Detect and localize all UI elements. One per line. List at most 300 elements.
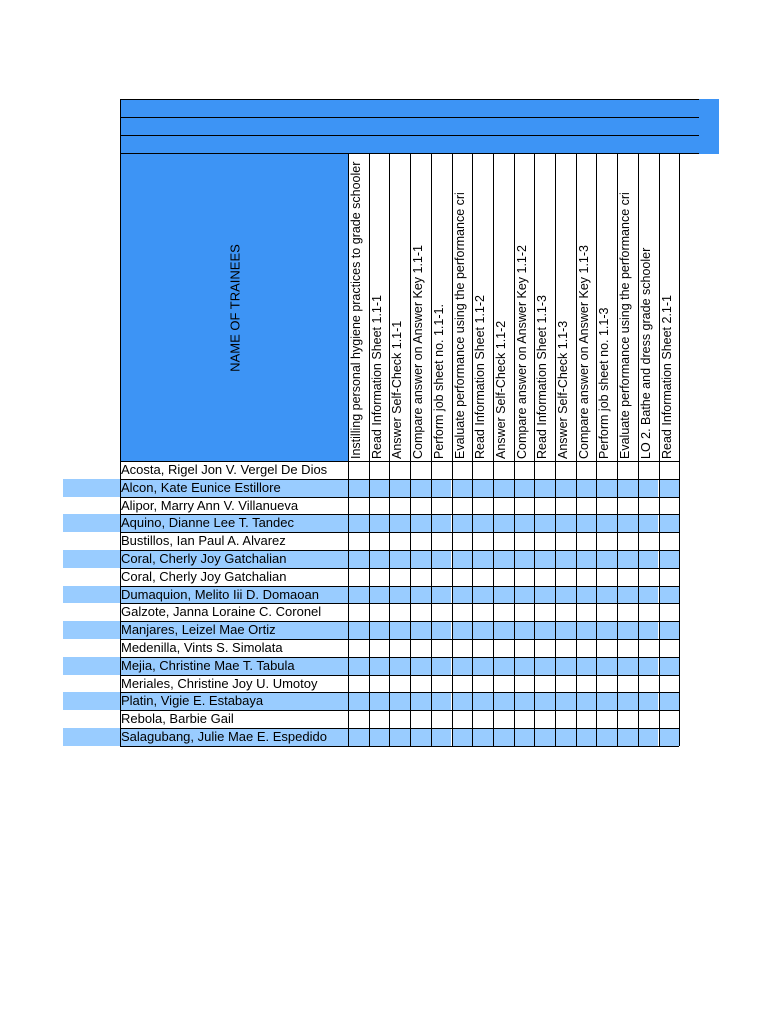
table-cell[interactable] bbox=[472, 586, 493, 604]
table-cell[interactable] bbox=[638, 497, 659, 515]
table-cell[interactable] bbox=[596, 479, 617, 497]
table-cell[interactable] bbox=[431, 479, 452, 497]
table-cell[interactable] bbox=[534, 550, 555, 568]
table-cell[interactable] bbox=[472, 497, 493, 515]
table-cell[interactable] bbox=[410, 675, 431, 693]
table-cell[interactable] bbox=[369, 479, 390, 497]
table-cell[interactable] bbox=[576, 710, 597, 728]
table-cell[interactable] bbox=[348, 550, 369, 568]
table-cell[interactable] bbox=[576, 461, 597, 479]
table-cell[interactable] bbox=[369, 461, 390, 479]
table-cell[interactable] bbox=[555, 692, 576, 710]
grid-hline bbox=[120, 514, 679, 515]
table-cell[interactable] bbox=[389, 479, 410, 497]
table-cell[interactable] bbox=[493, 461, 514, 479]
table-cell[interactable] bbox=[389, 710, 410, 728]
table-cell[interactable] bbox=[452, 692, 473, 710]
table-cell[interactable] bbox=[452, 657, 473, 675]
table-cell[interactable] bbox=[534, 657, 555, 675]
table-cell[interactable] bbox=[659, 550, 680, 568]
table-cell[interactable] bbox=[659, 497, 680, 515]
table-cell[interactable] bbox=[514, 550, 535, 568]
table-cell[interactable] bbox=[410, 461, 431, 479]
table-cell[interactable] bbox=[617, 692, 638, 710]
trainee-name: Dumaquion, Melito Iii D. Domaoan bbox=[120, 586, 348, 604]
table-cell[interactable] bbox=[617, 550, 638, 568]
table-cell[interactable] bbox=[534, 675, 555, 693]
table-cell[interactable] bbox=[638, 479, 659, 497]
table-cell[interactable] bbox=[431, 550, 452, 568]
table-row bbox=[0, 603, 679, 621]
row-stub bbox=[63, 675, 120, 693]
table-row bbox=[0, 657, 679, 675]
table-cell[interactable] bbox=[452, 675, 473, 693]
table-cell[interactable] bbox=[617, 728, 638, 746]
table-cell[interactable] bbox=[493, 568, 514, 586]
table-cell[interactable] bbox=[472, 657, 493, 675]
table-cell[interactable] bbox=[431, 639, 452, 657]
table-cell[interactable] bbox=[431, 728, 452, 746]
table-cell[interactable] bbox=[389, 568, 410, 586]
table-cell[interactable] bbox=[596, 514, 617, 532]
table-cell[interactable] bbox=[514, 675, 535, 693]
table-cell[interactable] bbox=[369, 603, 390, 621]
table-cell[interactable] bbox=[617, 710, 638, 728]
table-cell[interactable] bbox=[493, 639, 514, 657]
table-cell[interactable] bbox=[638, 692, 659, 710]
column-header-label: Compare answer on Answer Key 1.1-3 bbox=[576, 245, 591, 459]
table-cell[interactable] bbox=[493, 621, 514, 639]
table-row bbox=[0, 710, 679, 728]
table-cell[interactable] bbox=[452, 639, 473, 657]
table-cell[interactable] bbox=[369, 675, 390, 693]
table-cell[interactable] bbox=[638, 568, 659, 586]
table-cell[interactable] bbox=[431, 657, 452, 675]
table-cell[interactable] bbox=[348, 710, 369, 728]
table-cell[interactable] bbox=[596, 603, 617, 621]
table-cell[interactable] bbox=[472, 710, 493, 728]
table-cell[interactable] bbox=[576, 514, 597, 532]
table-cell[interactable] bbox=[348, 639, 369, 657]
table-cell[interactable] bbox=[493, 514, 514, 532]
table-cell[interactable] bbox=[369, 514, 390, 532]
table-row bbox=[0, 675, 679, 693]
table-cell[interactable] bbox=[493, 586, 514, 604]
table-cell[interactable] bbox=[596, 497, 617, 515]
table-cell[interactable] bbox=[638, 621, 659, 639]
table-cell[interactable] bbox=[369, 621, 390, 639]
table-cell[interactable] bbox=[348, 514, 369, 532]
trainee-name: Manjares, Leizel Mae Ortiz bbox=[120, 621, 348, 639]
grid-hline bbox=[120, 639, 679, 640]
table-cell[interactable] bbox=[659, 639, 680, 657]
grid-hline bbox=[120, 675, 679, 676]
table-cell[interactable] bbox=[638, 514, 659, 532]
table-cell[interactable] bbox=[410, 728, 431, 746]
table-cell[interactable] bbox=[410, 639, 431, 657]
table-cell[interactable] bbox=[617, 568, 638, 586]
table-cell[interactable] bbox=[576, 550, 597, 568]
table-cell[interactable] bbox=[369, 497, 390, 515]
table-cell[interactable] bbox=[389, 532, 410, 550]
table-cell[interactable] bbox=[638, 675, 659, 693]
table-cell[interactable] bbox=[369, 728, 390, 746]
table-cell[interactable] bbox=[514, 586, 535, 604]
table-cell[interactable] bbox=[617, 657, 638, 675]
table-cell[interactable] bbox=[617, 621, 638, 639]
table-cell[interactable] bbox=[596, 621, 617, 639]
table-cell[interactable] bbox=[369, 532, 390, 550]
table-cell[interactable] bbox=[555, 550, 576, 568]
table-cell[interactable] bbox=[638, 639, 659, 657]
column-header bbox=[576, 154, 597, 461]
table-cell[interactable] bbox=[431, 692, 452, 710]
column-header-label: Answer Self-Check 1.1-2 bbox=[493, 320, 508, 459]
table-cell[interactable] bbox=[555, 710, 576, 728]
table-cell[interactable] bbox=[659, 479, 680, 497]
table-cell[interactable] bbox=[472, 675, 493, 693]
name-column-header bbox=[120, 154, 348, 461]
column-header-label: Perform job sheet no. 1.1-3 bbox=[597, 307, 612, 459]
table-cell[interactable] bbox=[659, 692, 680, 710]
grid-hline bbox=[120, 461, 679, 462]
table-cell[interactable] bbox=[493, 497, 514, 515]
table-cell[interactable] bbox=[638, 710, 659, 728]
table-cell[interactable] bbox=[596, 639, 617, 657]
table-cell[interactable] bbox=[514, 621, 535, 639]
column-header bbox=[431, 154, 452, 461]
table-cell[interactable] bbox=[472, 479, 493, 497]
table-cell[interactable] bbox=[472, 568, 493, 586]
table-cell[interactable] bbox=[389, 657, 410, 675]
row-stub bbox=[63, 532, 120, 550]
table-cell[interactable] bbox=[555, 657, 576, 675]
column-header-label: Instilling personal hygiene practices to grade schooler bbox=[349, 161, 363, 459]
table-cell[interactable] bbox=[514, 461, 535, 479]
table-cell[interactable] bbox=[555, 621, 576, 639]
table-cell[interactable] bbox=[596, 657, 617, 675]
table-cell[interactable] bbox=[410, 514, 431, 532]
table-cell[interactable] bbox=[596, 692, 617, 710]
table-cell[interactable] bbox=[659, 568, 680, 586]
table-cell[interactable] bbox=[534, 568, 555, 586]
table-cell[interactable] bbox=[431, 532, 452, 550]
table-cell[interactable] bbox=[576, 657, 597, 675]
table-cell[interactable] bbox=[493, 532, 514, 550]
table-cell[interactable] bbox=[514, 568, 535, 586]
column-header bbox=[410, 154, 431, 461]
table-row bbox=[0, 586, 679, 604]
table-cell[interactable] bbox=[389, 603, 410, 621]
table-cell[interactable] bbox=[472, 532, 493, 550]
table-cell[interactable] bbox=[534, 586, 555, 604]
table-cell[interactable] bbox=[617, 603, 638, 621]
table-cell[interactable] bbox=[410, 710, 431, 728]
table-cell[interactable] bbox=[576, 497, 597, 515]
table-cell[interactable] bbox=[369, 550, 390, 568]
table-cell[interactable] bbox=[369, 710, 390, 728]
table-cell[interactable] bbox=[514, 514, 535, 532]
table-cell[interactable] bbox=[659, 621, 680, 639]
table-cell[interactable] bbox=[472, 550, 493, 568]
table-cell[interactable] bbox=[493, 675, 514, 693]
table-cell[interactable] bbox=[389, 675, 410, 693]
table-cell[interactable] bbox=[659, 514, 680, 532]
header-band bbox=[120, 99, 719, 154]
table-cell[interactable] bbox=[555, 675, 576, 693]
table-cell[interactable] bbox=[659, 532, 680, 550]
table-cell[interactable] bbox=[389, 621, 410, 639]
table-cell[interactable] bbox=[534, 639, 555, 657]
table-cell[interactable] bbox=[410, 621, 431, 639]
table-cell[interactable] bbox=[555, 479, 576, 497]
table-cell[interactable] bbox=[369, 586, 390, 604]
table-cell[interactable] bbox=[410, 692, 431, 710]
table-cell[interactable] bbox=[514, 497, 535, 515]
table-cell[interactable] bbox=[348, 461, 369, 479]
table-cell[interactable] bbox=[410, 497, 431, 515]
table-cell[interactable] bbox=[431, 586, 452, 604]
table-cell[interactable] bbox=[596, 675, 617, 693]
grid-hline bbox=[120, 568, 679, 569]
table-cell[interactable] bbox=[596, 550, 617, 568]
table-cell[interactable] bbox=[617, 532, 638, 550]
table-cell[interactable] bbox=[431, 603, 452, 621]
table-cell[interactable] bbox=[452, 728, 473, 746]
column-header bbox=[514, 154, 535, 461]
table-cell[interactable] bbox=[659, 603, 680, 621]
table-cell[interactable] bbox=[638, 550, 659, 568]
table-cell[interactable] bbox=[431, 710, 452, 728]
grid-hline bbox=[120, 710, 679, 711]
table-cell[interactable] bbox=[389, 692, 410, 710]
table-cell[interactable] bbox=[348, 479, 369, 497]
table-cell[interactable] bbox=[596, 586, 617, 604]
table-cell[interactable] bbox=[389, 728, 410, 746]
table-cell[interactable] bbox=[659, 461, 680, 479]
table-cell[interactable] bbox=[452, 568, 473, 586]
table-cell[interactable] bbox=[534, 621, 555, 639]
table-cell[interactable] bbox=[555, 568, 576, 586]
table-cell[interactable] bbox=[431, 621, 452, 639]
table-cell[interactable] bbox=[410, 532, 431, 550]
header-band-left-border bbox=[120, 99, 121, 154]
row-stub bbox=[63, 461, 120, 479]
table-cell[interactable] bbox=[534, 710, 555, 728]
table-cell[interactable] bbox=[638, 461, 659, 479]
table-cell[interactable] bbox=[493, 728, 514, 746]
table-cell[interactable] bbox=[534, 514, 555, 532]
table-cell[interactable] bbox=[369, 568, 390, 586]
table-cell[interactable] bbox=[348, 728, 369, 746]
table-cell[interactable] bbox=[555, 514, 576, 532]
table-cell[interactable] bbox=[576, 692, 597, 710]
table-cell[interactable] bbox=[555, 497, 576, 515]
table-cell[interactable] bbox=[348, 675, 369, 693]
table-cell[interactable] bbox=[452, 621, 473, 639]
table-cell[interactable] bbox=[493, 657, 514, 675]
table-cell[interactable] bbox=[410, 479, 431, 497]
table-cell[interactable] bbox=[659, 728, 680, 746]
table-cell[interactable] bbox=[659, 586, 680, 604]
table-cell[interactable] bbox=[348, 568, 369, 586]
table-cell[interactable] bbox=[638, 603, 659, 621]
table-cell[interactable] bbox=[576, 675, 597, 693]
table-cell[interactable] bbox=[555, 639, 576, 657]
table-cell[interactable] bbox=[348, 497, 369, 515]
table-cell[interactable] bbox=[472, 639, 493, 657]
table-cell[interactable] bbox=[389, 639, 410, 657]
table-cell[interactable] bbox=[348, 532, 369, 550]
table-cell[interactable] bbox=[576, 728, 597, 746]
column-header-label: Read Information Sheet 1.1-1 bbox=[369, 295, 384, 459]
table-cell[interactable] bbox=[452, 603, 473, 621]
table-cell[interactable] bbox=[596, 728, 617, 746]
column-header bbox=[472, 154, 493, 461]
table-cell[interactable] bbox=[389, 461, 410, 479]
table-cell[interactable] bbox=[659, 710, 680, 728]
row-stub bbox=[63, 497, 120, 515]
table-cell[interactable] bbox=[369, 639, 390, 657]
table-cell[interactable] bbox=[534, 728, 555, 746]
table-cell[interactable] bbox=[452, 461, 473, 479]
column-header-label: Read Information Sheet 2.1-1 bbox=[659, 295, 674, 459]
table-cell[interactable] bbox=[514, 532, 535, 550]
column-header bbox=[369, 154, 390, 461]
table-cell[interactable] bbox=[431, 568, 452, 586]
table-cell[interactable] bbox=[596, 710, 617, 728]
table-cell[interactable] bbox=[617, 675, 638, 693]
table-cell[interactable] bbox=[534, 497, 555, 515]
table-cell[interactable] bbox=[638, 586, 659, 604]
table-cell[interactable] bbox=[534, 603, 555, 621]
table-cell[interactable] bbox=[638, 657, 659, 675]
table-cell[interactable] bbox=[410, 568, 431, 586]
table-cell[interactable] bbox=[431, 497, 452, 515]
table-cell[interactable] bbox=[493, 603, 514, 621]
table-cell[interactable] bbox=[617, 639, 638, 657]
column-header-label: Compare answer on Answer Key 1.1-1 bbox=[411, 245, 426, 459]
table-cell[interactable] bbox=[534, 692, 555, 710]
table-cell[interactable] bbox=[472, 692, 493, 710]
table-cell[interactable] bbox=[555, 728, 576, 746]
table-cell[interactable] bbox=[576, 603, 597, 621]
table-cell[interactable] bbox=[452, 497, 473, 515]
table-cell[interactable] bbox=[348, 586, 369, 604]
table-cell[interactable] bbox=[410, 603, 431, 621]
table-cell[interactable] bbox=[452, 532, 473, 550]
column-header-label: LO 2. Bathe and dress grade schooler bbox=[638, 247, 653, 459]
table-cell[interactable] bbox=[555, 603, 576, 621]
table-cell[interactable] bbox=[472, 603, 493, 621]
table-cell[interactable] bbox=[410, 550, 431, 568]
table-cell[interactable] bbox=[348, 692, 369, 710]
table-cell[interactable] bbox=[617, 586, 638, 604]
table-cell[interactable] bbox=[493, 692, 514, 710]
table-cell[interactable] bbox=[576, 639, 597, 657]
table-cell[interactable] bbox=[596, 461, 617, 479]
table-cell[interactable] bbox=[576, 479, 597, 497]
table-cell[interactable] bbox=[576, 621, 597, 639]
table-cell[interactable] bbox=[472, 514, 493, 532]
table-cell[interactable] bbox=[389, 497, 410, 515]
table-cell[interactable] bbox=[493, 479, 514, 497]
table-cell[interactable] bbox=[493, 710, 514, 728]
table-cell[interactable] bbox=[369, 692, 390, 710]
table-cell[interactable] bbox=[617, 497, 638, 515]
table-cell[interactable] bbox=[472, 461, 493, 479]
table-cell[interactable] bbox=[369, 657, 390, 675]
table-cell[interactable] bbox=[617, 514, 638, 532]
table-cell[interactable] bbox=[576, 586, 597, 604]
table-cell[interactable] bbox=[452, 586, 473, 604]
table-cell[interactable] bbox=[514, 728, 535, 746]
table-cell[interactable] bbox=[348, 603, 369, 621]
grid-hline bbox=[120, 621, 679, 622]
table-cell[interactable] bbox=[576, 568, 597, 586]
table-cell[interactable] bbox=[514, 710, 535, 728]
table-cell[interactable] bbox=[493, 550, 514, 568]
table-cell[interactable] bbox=[617, 479, 638, 497]
table-cell[interactable] bbox=[348, 621, 369, 639]
table-cell[interactable] bbox=[555, 532, 576, 550]
table-cell[interactable] bbox=[389, 514, 410, 532]
table-cell[interactable] bbox=[659, 675, 680, 693]
table-cell[interactable] bbox=[659, 657, 680, 675]
header-band-divider bbox=[120, 135, 699, 136]
table-cell[interactable] bbox=[638, 532, 659, 550]
table-cell[interactable] bbox=[617, 461, 638, 479]
table-cell[interactable] bbox=[638, 728, 659, 746]
table-cell[interactable] bbox=[452, 550, 473, 568]
table-cell[interactable] bbox=[410, 586, 431, 604]
table-cell[interactable] bbox=[452, 479, 473, 497]
table-cell[interactable] bbox=[514, 639, 535, 657]
table-cell[interactable] bbox=[431, 461, 452, 479]
table-cell[interactable] bbox=[452, 710, 473, 728]
table-row bbox=[0, 479, 679, 497]
table-cell[interactable] bbox=[348, 657, 369, 675]
table-cell[interactable] bbox=[431, 675, 452, 693]
table-cell[interactable] bbox=[555, 586, 576, 604]
table-cell[interactable] bbox=[534, 532, 555, 550]
table-cell[interactable] bbox=[472, 621, 493, 639]
table-cell[interactable] bbox=[389, 586, 410, 604]
table-cell[interactable] bbox=[514, 603, 535, 621]
column-header bbox=[348, 154, 369, 461]
table-cell[interactable] bbox=[576, 532, 597, 550]
column-header-label: Answer Self-Check 1.1-3 bbox=[556, 320, 570, 459]
table-cell[interactable] bbox=[514, 657, 535, 675]
column-header bbox=[389, 154, 410, 461]
table-cell[interactable] bbox=[596, 568, 617, 586]
table-cell[interactable] bbox=[596, 532, 617, 550]
table-cell[interactable] bbox=[431, 514, 452, 532]
table-cell[interactable] bbox=[555, 461, 576, 479]
table-cell[interactable] bbox=[472, 728, 493, 746]
table-cell[interactable] bbox=[389, 550, 410, 568]
table-cell[interactable] bbox=[514, 479, 535, 497]
table-cell[interactable] bbox=[452, 514, 473, 532]
table-cell[interactable] bbox=[514, 692, 535, 710]
table-cell[interactable] bbox=[410, 657, 431, 675]
column-header-label: Perform job sheet no. 1.1-1. bbox=[431, 304, 446, 459]
grid-hline bbox=[120, 479, 679, 480]
table-cell[interactable] bbox=[534, 479, 555, 497]
name-column-label: NAME OF TRAINEES bbox=[227, 243, 242, 372]
table-cell[interactable] bbox=[534, 461, 555, 479]
column-header bbox=[534, 154, 555, 461]
